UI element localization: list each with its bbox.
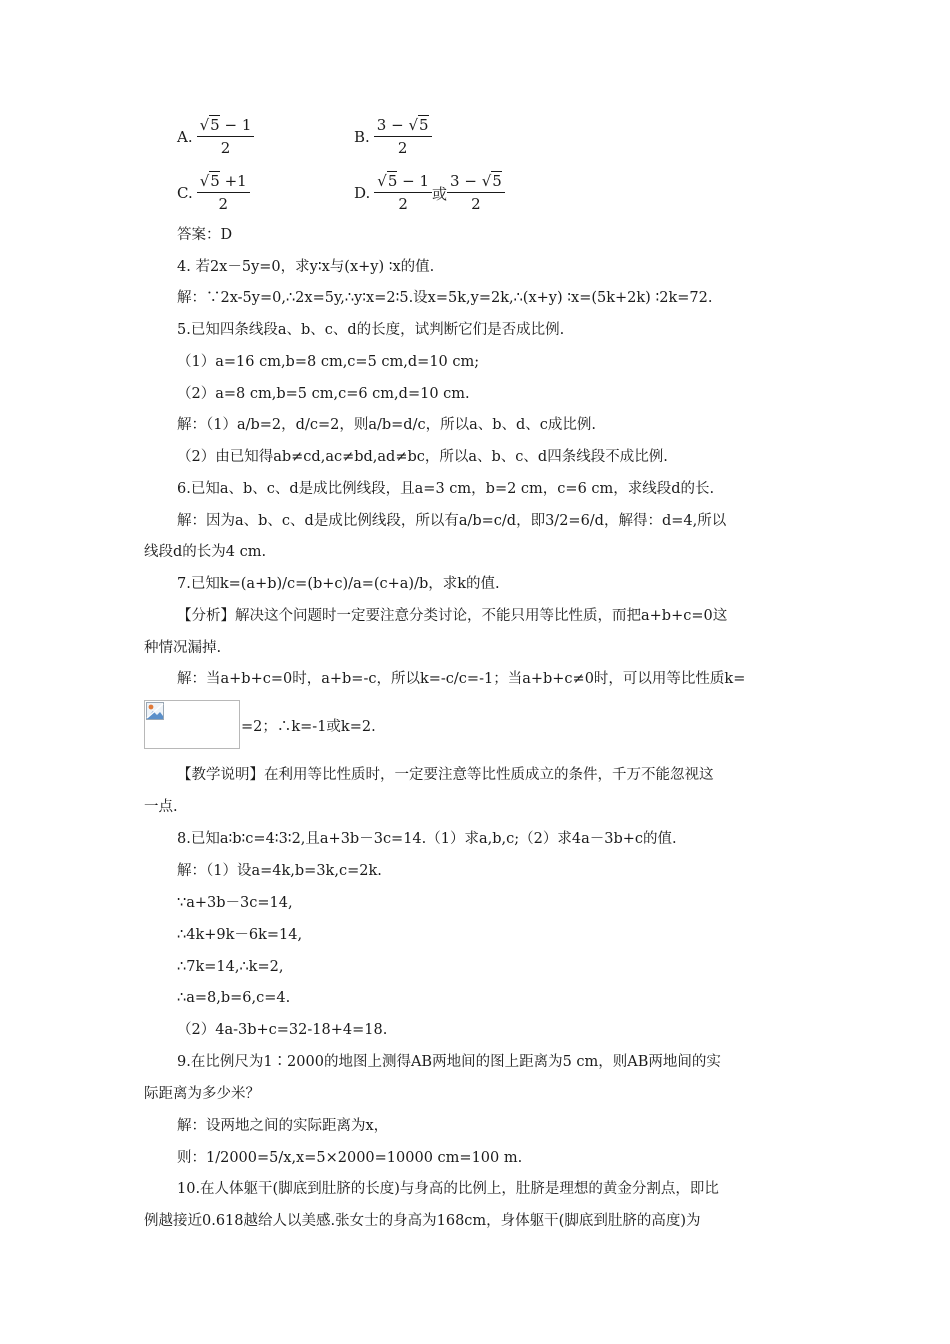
option-b-den: 2 <box>397 139 408 157</box>
option-d-sqrt-2: 5 <box>492 172 502 190</box>
q8-solution-2: ∵a+3b－3c=14, <box>177 895 293 911</box>
q9-line-2: 际距离为多少米？ <box>144 1086 260 1102</box>
q8-line: 8.已知a∶b∶c=4∶3∶2,且a+3b－3c=14.（1）求a,b,c;（2）求4a－3b+c的值. <box>177 831 677 847</box>
q9-solution-2: 则：1/2000=5/x,x=5×2000=10000 cm=100 m. <box>177 1150 523 1166</box>
q5-part1: （1）a=16 cm,b=8 cm,c=5 cm,d=10 cm; <box>177 354 480 370</box>
q8-solution-3: ∴4k+9k－6k=14, <box>177 927 303 943</box>
option-a-sqrt: 5 <box>210 116 220 134</box>
q7-line: 7.已知k=(a+b)/c=(b+c)/a=(c+a)/b，求k的值. <box>177 576 500 592</box>
q6-solution-2: 线段d的长为4 cm. <box>144 544 267 560</box>
option-b-fraction: $\frac{3 - √5}{2}$ <box>374 116 432 158</box>
option-a-label: A. <box>177 128 193 146</box>
q5-solution-1: 解：（1）a/b=2，d/c=2，则a/b=d/c，所以a、b、d、c成比例. <box>177 417 597 433</box>
q7-analysis-1: 【分析】解决这个问题时一定要注意分类讨论，不能只用等比性质，而把a+b+c=0这 <box>177 608 728 624</box>
option-d-num-rest-1: − 1 <box>397 172 430 190</box>
q10-line-1: 10.在人体躯干(脚底到肚脐的长度)与身高的比例上，肚脐是理想的黄金分割点，即比 <box>177 1181 719 1197</box>
teaching-note-1: 【教学说明】在利用等比性质时，一定要注意等比性质成立的条件，千万不能忽视这 <box>177 767 714 783</box>
option-a <box>177 114 254 160</box>
q5-line: 5.已知四条线段a、b、c、d的长度，试判断它们是否成比例. <box>177 322 565 338</box>
option-b-sqrt: 5 <box>419 116 429 134</box>
option-c-num-rest: +1 <box>219 172 247 190</box>
option-a-num-rest: − 1 <box>219 116 252 134</box>
q7-analysis-2: 种情况漏掉. <box>144 640 222 656</box>
q7-solution-1: 解：当a+b+c=0时，a+b=-c，所以k=-c/c=-1；当a+b+c≠0时，可以用等比性质k= <box>177 671 746 687</box>
option-d-fraction-2: $\frac{3 - √5}{2}$ <box>447 172 505 214</box>
q6-line: 6.已知a、b、c、d是成比例线段，且a=3 cm，b=2 cm，c=6 cm，求线段d的长. <box>177 481 715 497</box>
option-b-label: B. <box>354 128 370 146</box>
option-d-den-1: 2 <box>398 195 408 213</box>
q7-solution-2: =2；∴k=-1或k=2. <box>241 719 376 735</box>
option-d-den-2: 2 <box>471 195 481 213</box>
q8-solution-5: ∴a=8,b=6,c=4. <box>177 990 291 1006</box>
option-b-num-pre: 3 − <box>376 116 409 134</box>
option-a-den: 2 <box>220 139 231 157</box>
q10-line-2: 例越接近0.618越给人以美感.张女士的身高为168cm，身体躯干(脚底到肚脐的高度)为 <box>144 1213 701 1229</box>
answer-line: 答案：D <box>177 227 233 243</box>
option-b <box>354 114 432 160</box>
option-c-label: C. <box>177 184 193 202</box>
option-d-label: D. <box>354 184 371 202</box>
option-d-sqrt-1: 5 <box>387 172 398 190</box>
q6-solution-1: 解：因为a、b、c、d是成比例线段，所以有a/b=c/d，即3/2=6/d，解得：d=4,所以 <box>177 513 727 529</box>
option-c-fraction: $\frac{√5 +1}{2}$ <box>197 172 250 214</box>
option-d <box>354 170 505 216</box>
q8-solution-4: ∴7k=14,∴k=2, <box>177 959 284 975</box>
option-d-or: 或 <box>432 184 448 203</box>
broken-image-placeholder <box>144 700 240 749</box>
q5-part2: （2）a=8 cm,b=5 cm,c=6 cm,d=10 cm. <box>177 386 470 402</box>
q8-solution-6: （2）4a-3b+c=32-18+4=18. <box>177 1022 388 1038</box>
q4-solution: 解：∵2x-5y=0,∴2x=5y,∴y∶x=2∶5.设x=5k,y=2k,∴(x+y) ∶x=(5k+2k) ∶2k=72. <box>177 290 713 306</box>
option-c <box>177 170 250 216</box>
q4-line: 4. 若2x－5y=0，求y∶x与(x+y) ∶x的值. <box>177 259 435 275</box>
broken-image-icon <box>146 702 164 720</box>
options-row-ab <box>177 114 497 160</box>
q9-line-1: 9.在比例尺为1∶2000的地图上测得AB两地间的图上距离为5 cm，则AB两地间的实 <box>177 1054 721 1070</box>
option-c-den: 2 <box>218 195 228 213</box>
option-d-fraction-1: $\frac{√5 - 1}{2}$ <box>374 172 432 214</box>
q9-solution-1: 解：设两地之间的实际距离为x， <box>177 1118 389 1134</box>
options-row-cd <box>177 170 517 216</box>
option-a-fraction: $\frac{√5 - 1}{2}$ <box>197 116 255 158</box>
teaching-note-2: 一点. <box>144 799 178 815</box>
q5-solution-2: （2）由已知得ab≠cd,ac≠bd,ad≠bc，所以a、b、c、d四条线段不成比例. <box>177 449 668 465</box>
option-d-num-pre-2: 3 − <box>450 172 482 190</box>
q8-solution-1: 解：（1）设a=4k,b=3k,c=2k. <box>177 863 382 879</box>
option-c-sqrt: 5 <box>210 172 220 190</box>
